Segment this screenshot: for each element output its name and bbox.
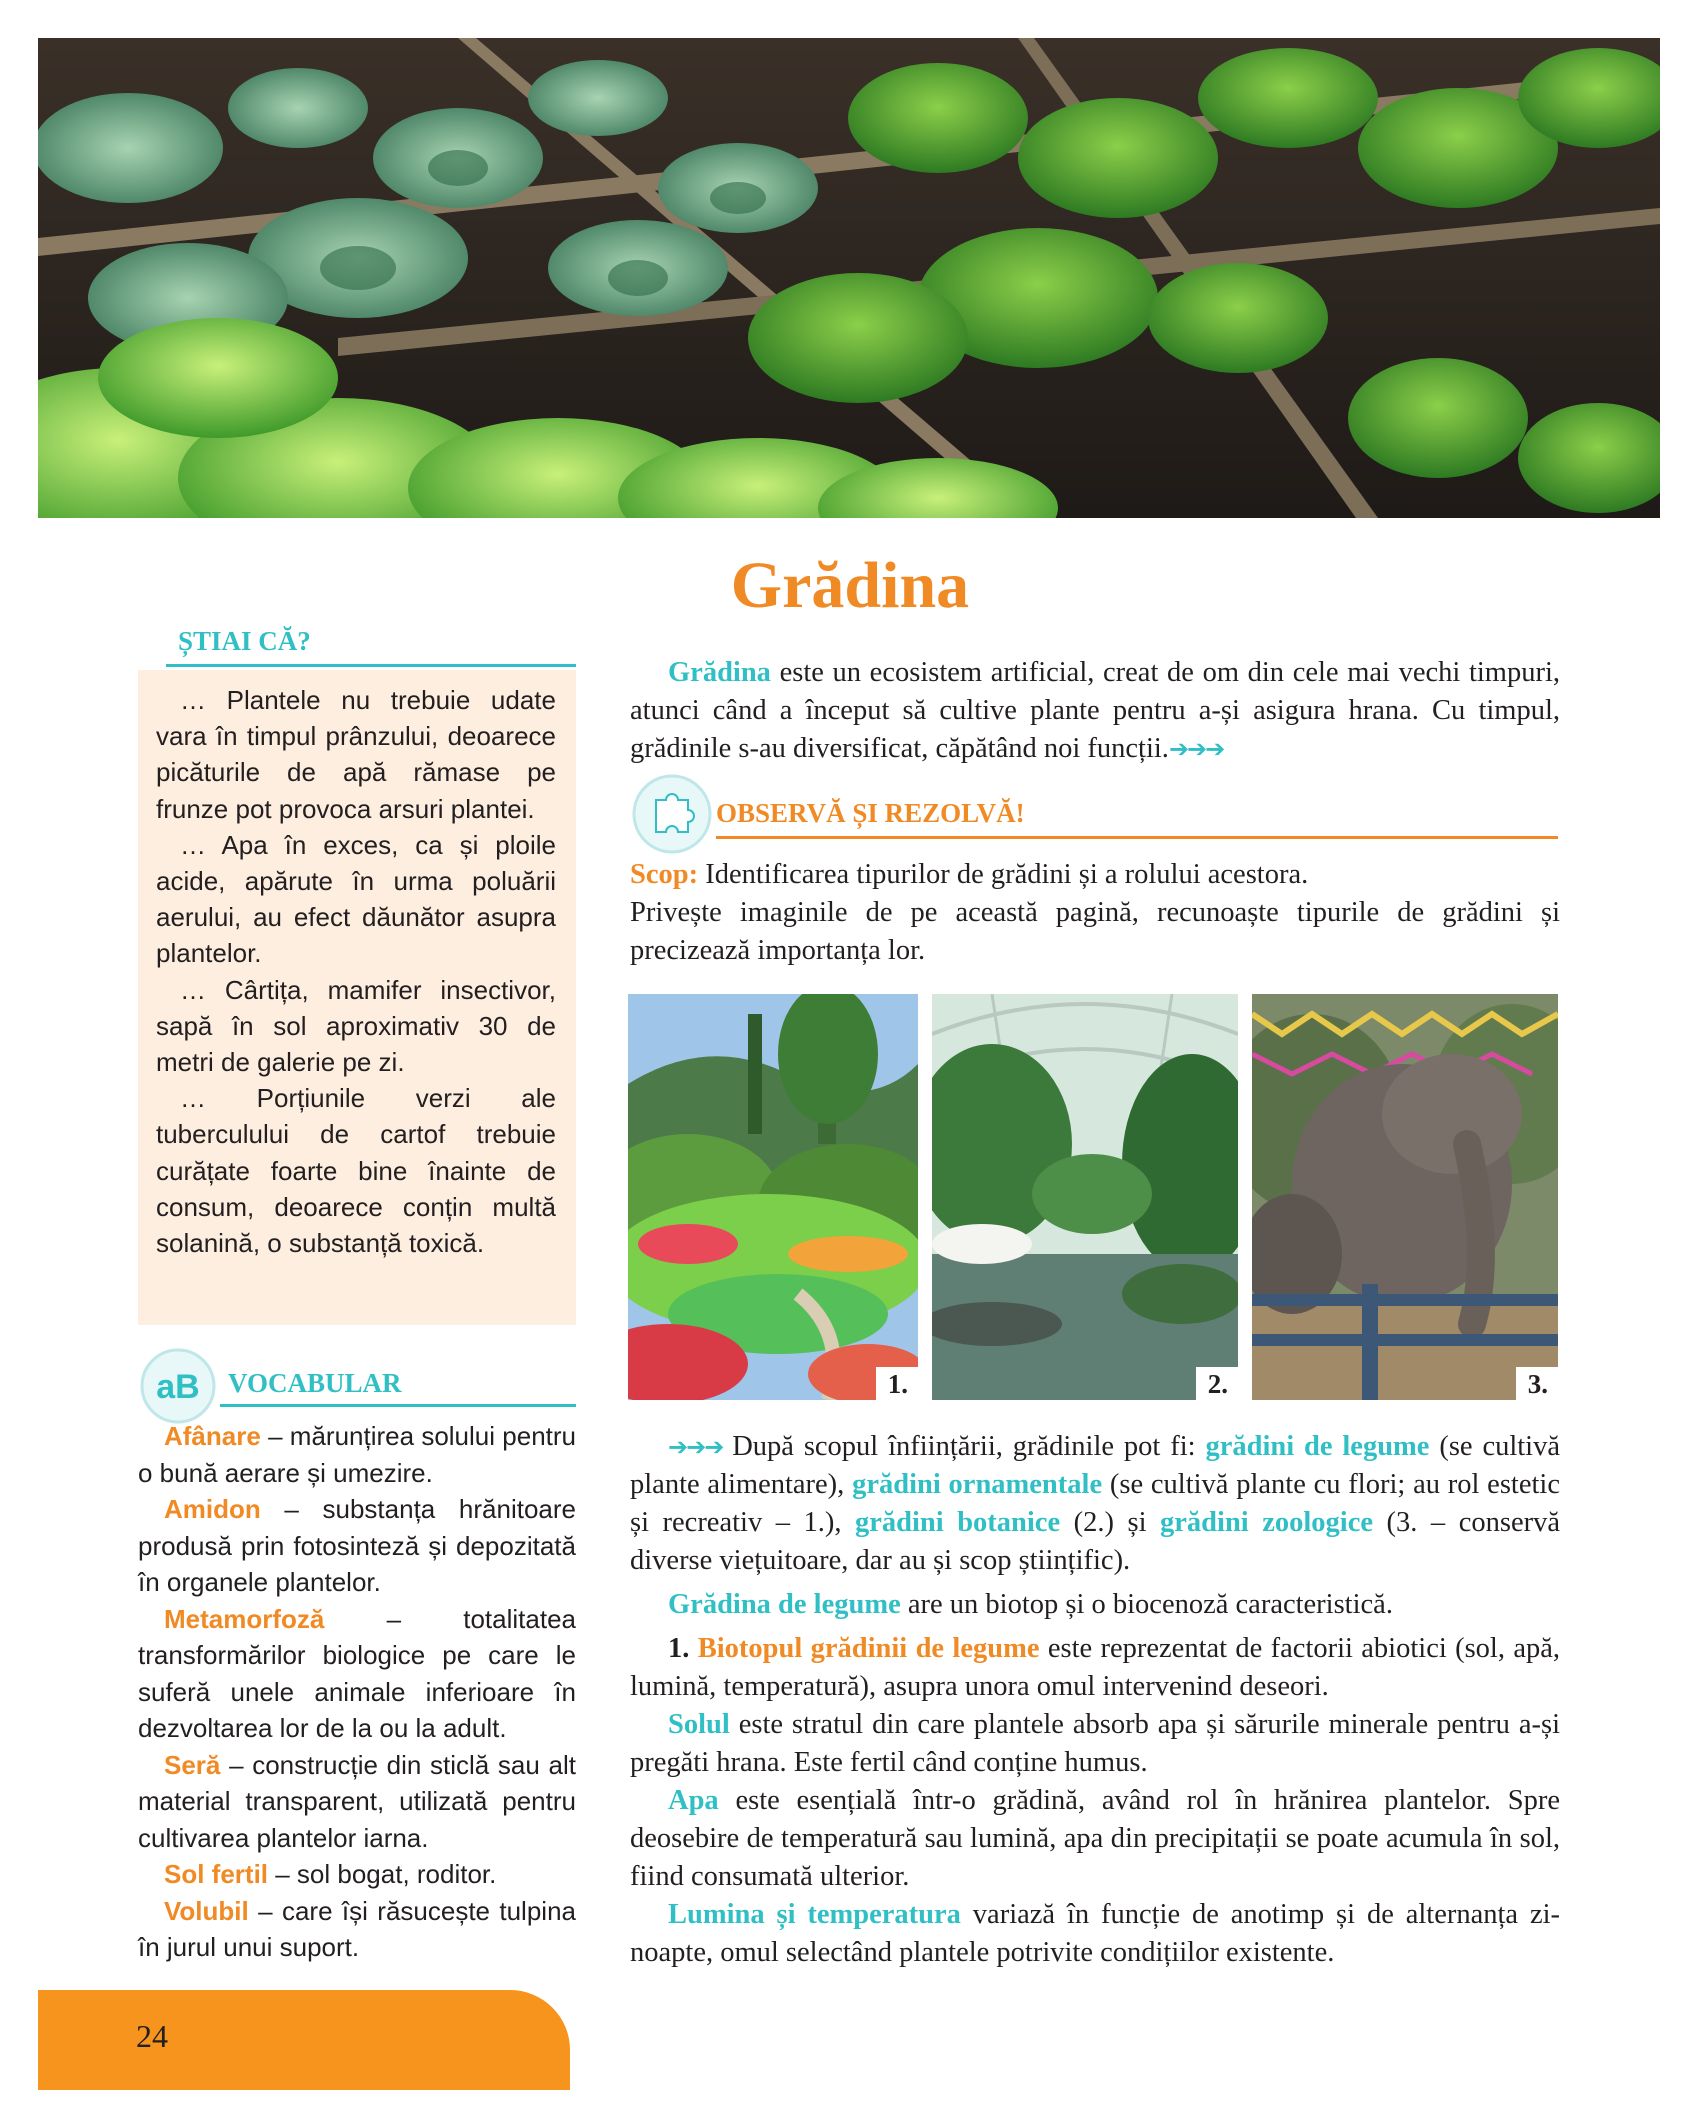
svg-text:aB: aB [156, 1368, 200, 1406]
body-text [630, 1428, 1560, 1972]
observa-instruction: Privește imaginile de pe această pagină, recunoaște tipurile de grădini și precizează importanța lor. [630, 897, 1560, 966]
stiai-fact: … Apa în exces, ca și ploile acide, apărute în urma poluării aerului, au efect dăunător asupra plantelor. [156, 829, 556, 969]
observa-divider [716, 836, 1558, 839]
stiai-fact: … Porțiunile verzi ale tuberculului de cartof trebuie curățate foarte bine înainte de consum, deoarece conțin multă solanină, o substanță toxică. [156, 1083, 556, 1259]
scop-label: Scop: [630, 859, 699, 890]
puzzle-badge-icon [628, 770, 716, 858]
page-title: Grădina [730, 549, 970, 622]
photo-label: 3. [1516, 1367, 1558, 1400]
vocabulary-badge-icon [138, 1346, 220, 1428]
stiai-heading: ȘTIAI CĂ? [178, 626, 311, 656]
arrows-icon: ➔➔➔ [668, 1433, 723, 1461]
lumina-paragraph: Lumina și temperatura variază în funcție de anotimp și de alternanța zi-noapte, omul selectând plantele potrivite condițiilor existente. [630, 1899, 1561, 1968]
legume-paragraph: Grădina de legume are un biotop și o biocenoză caracteristică. [668, 1589, 1393, 1620]
stiai-divider [166, 664, 576, 667]
vocabulary-list [138, 1418, 576, 1966]
photo-label: 1. [876, 1367, 918, 1400]
observa-task: Scop: Identificarea tipurilor de grădini și a rolului acestora. Privește imaginile de pe această pagină, recunoaște tipurile de grădini și precizează importanța lor. [630, 856, 1560, 970]
garden-types-paragraph: ➔➔➔ După scopul înființării, grădinile pot fi: grădini de legume (se cultivă plante alimentare), grădini ornamentale (se cultivă plante cu flori; au rol estetic și recreativ – 1.), grădini botanice (2.) și grădini zoologice (3. – conservă diverse viețuitoare, dar au și scop științific). [630, 1431, 1560, 1576]
vocabulary-entry: Volubil – care își răsucește tulpina în jurul unui suport. [138, 1895, 576, 1962]
vocabulary-entry: Afânare – mărunțirea solului pentru o bună aerare și umezire. [138, 1421, 576, 1488]
stiai-fact: … Cârtița, mamifer insectivor, sapă în sol aproximativ 30 de metri de galerie pe zi. [156, 974, 556, 1078]
hero-garden-image [38, 38, 1660, 518]
page-number: 24 [136, 2018, 168, 2054]
arrows-icon: ➔➔➔ [1168, 735, 1224, 763]
apa-paragraph: Apa este esențială într-o grădină, având rol în hrănirea plantelor. Spre deosebire de temperatură sau lumină, apa din precipitații se poate acumula în sol, fiind consumată ulterior. [630, 1785, 1560, 1892]
vocabulary-heading: VOCABULAR [228, 1368, 402, 1398]
intro-paragraph: Grădina este un ecosistem artificial, creat de om din cele mai vechi timpuri, atunci când a început să cultive plante pentru a-și asigura hrana. Cu timpul, grădinile s-au diversificat, căpătând noi funcții.➔➔➔ [630, 657, 1560, 764]
photo-label: 2. [1196, 1367, 1238, 1400]
vocabulary-entry: Metamorfoză – totalitatea transformărilor biologice pe care le suferă unele animale inferioare în dezvoltarea lor de la ou la adult. [138, 1603, 576, 1743]
observa-heading: OBSERVĂ ȘI REZOLVĂ! [716, 798, 1025, 828]
stiai-fact: … Plantele nu trebuie udate vara în timpul prânzului, deoarece picăturile de apă rămase pe frunze pot provoca arsuri plantei. [156, 685, 556, 824]
photo-botanical-garden [932, 994, 1238, 1400]
vocabulary-entry: Sol fertil – sol bogat, roditor. [164, 1859, 497, 1889]
biotop-paragraph: 1. Biotopul grădinii de legume este reprezentat de factorii abiotici (sol, apă, lumină, temperatură), asupra unora omul intervenind deseori. [630, 1633, 1561, 1702]
photo-ornamental-garden [628, 994, 918, 1400]
vocabulary-entry: Seră – construcție din sticlă sau alt material transparent, utilizată pentru cultivarea plantelor iarna. [138, 1749, 576, 1853]
page-footer-bar [38, 1990, 570, 2090]
stiai-text [156, 682, 556, 1261]
photo-zoological-garden [1252, 994, 1558, 1400]
vocabulary-divider [220, 1404, 576, 1407]
vocabulary-entry: Amidon – substanța hrănitoare produsă prin fotosinteză și depozitată în organele plantelor. [138, 1494, 576, 1597]
solul-paragraph: Solul este stratul din care plantele absorb apa și sărurile minerale pentru a-și pregăti hrana. Este fertil când conține humus. [630, 1709, 1560, 1778]
